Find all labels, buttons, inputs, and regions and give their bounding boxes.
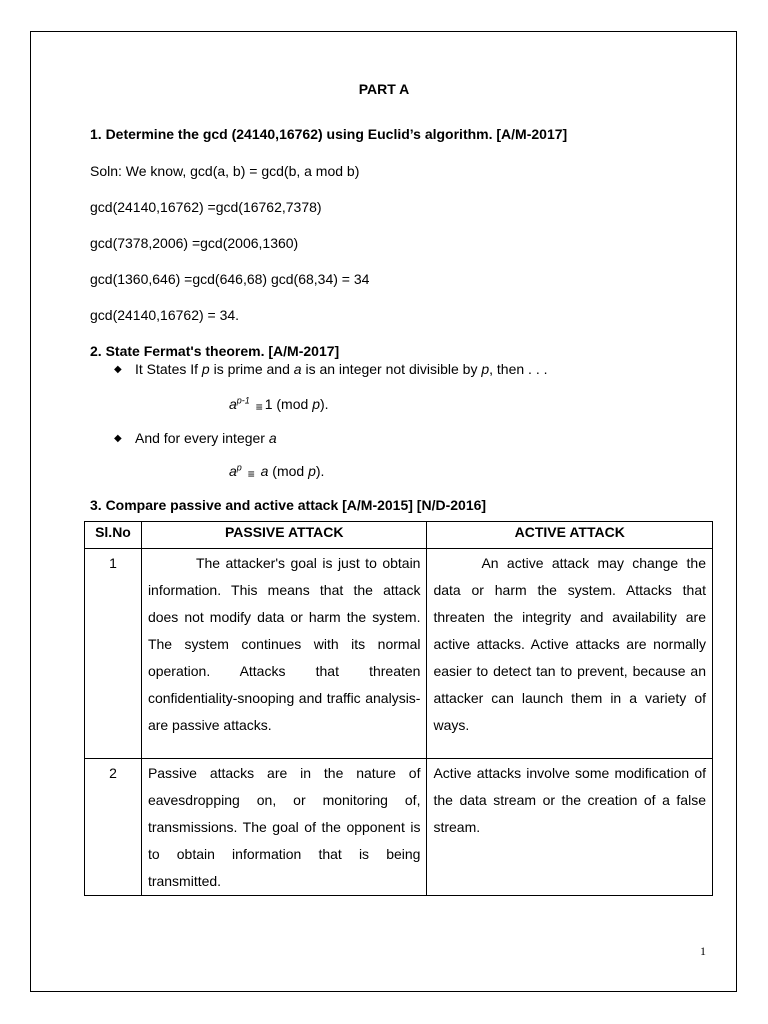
row-number: 2 [85, 759, 142, 896]
q1-line-2: gcd(24140,16762) =gcd(16762,7378) [90, 199, 322, 215]
passive-attack-cell: The attacker's goal is just to obtain information. This means that the attack does not modify data or harm the system. The system continues with its normal operation. Attacks that threaten confidentiality-snooping and traffic analysis-are passive attacks. [141, 549, 427, 759]
header-active-attack: ACTIVE ATTACK [427, 522, 713, 549]
active-attack-cell: An active attack may change the data or harm the system. Attacks that threaten the integrity and availability are active attacks. Active attacks are normally easier to detect tan to prevent, because an attacker can launch them in a variety of ways. [427, 549, 713, 759]
row-number: 1 [85, 549, 142, 759]
q1-line-5: gcd(24140,16762) = 34. [90, 307, 240, 323]
q2-bullet-2: And for every integer a [135, 430, 277, 446]
bullet-diamond-icon: ◆ [114, 433, 122, 444]
table-row [85, 549, 713, 759]
active-attack-cell: Active attacks involve some modification of the data stream or the creation of a false stream. [427, 759, 713, 896]
q1-line-1: Soln: We know, gcd(a, b) = gcd(b, a mod b) [90, 163, 360, 179]
header-passive-attack: PASSIVE ATTACK [141, 522, 427, 549]
q2-heading: 2. State Fermat's theorem. [A/M-2017] [90, 343, 340, 359]
q3-heading: 3. Compare passive and active attack [A/M-2015] [N/D-2016] [90, 497, 487, 513]
fermat-formula-2: $a^p \equiv a$ (mod p). [229, 462, 325, 481]
page-number: 1 [700, 944, 706, 958]
q1-heading: 1. Determine the gcd (24140,16762) using Euclid’s algorithm. [A/M-2017] [90, 126, 568, 142]
bullet-diamond-icon: ◆ [114, 364, 122, 375]
fermat-formula-1: $a^{p-1} \equiv 1$ (mod p). [229, 395, 329, 414]
q2-bullet-1: It States If p is prime and a is an integer not divisible by p, then . . . [135, 361, 548, 377]
table-header-row [85, 522, 713, 549]
q1-line-4: gcd(1360,646) =gcd(646,68) gcd(68,34) = 34 [90, 271, 370, 287]
passive-attack-cell: Passive attacks are in the nature of eavesdropping on, or monitoring of, transmissions. The goal of the opponent is to obtain information that is being transmitted. [141, 759, 427, 896]
header-slno: Sl.No [85, 522, 142, 549]
q1-line-3: gcd(7378,2006) =gcd(2006,1360) [90, 235, 299, 251]
table-row [85, 759, 713, 896]
page-title: PART A [358, 81, 410, 97]
comparison-table [84, 521, 713, 896]
